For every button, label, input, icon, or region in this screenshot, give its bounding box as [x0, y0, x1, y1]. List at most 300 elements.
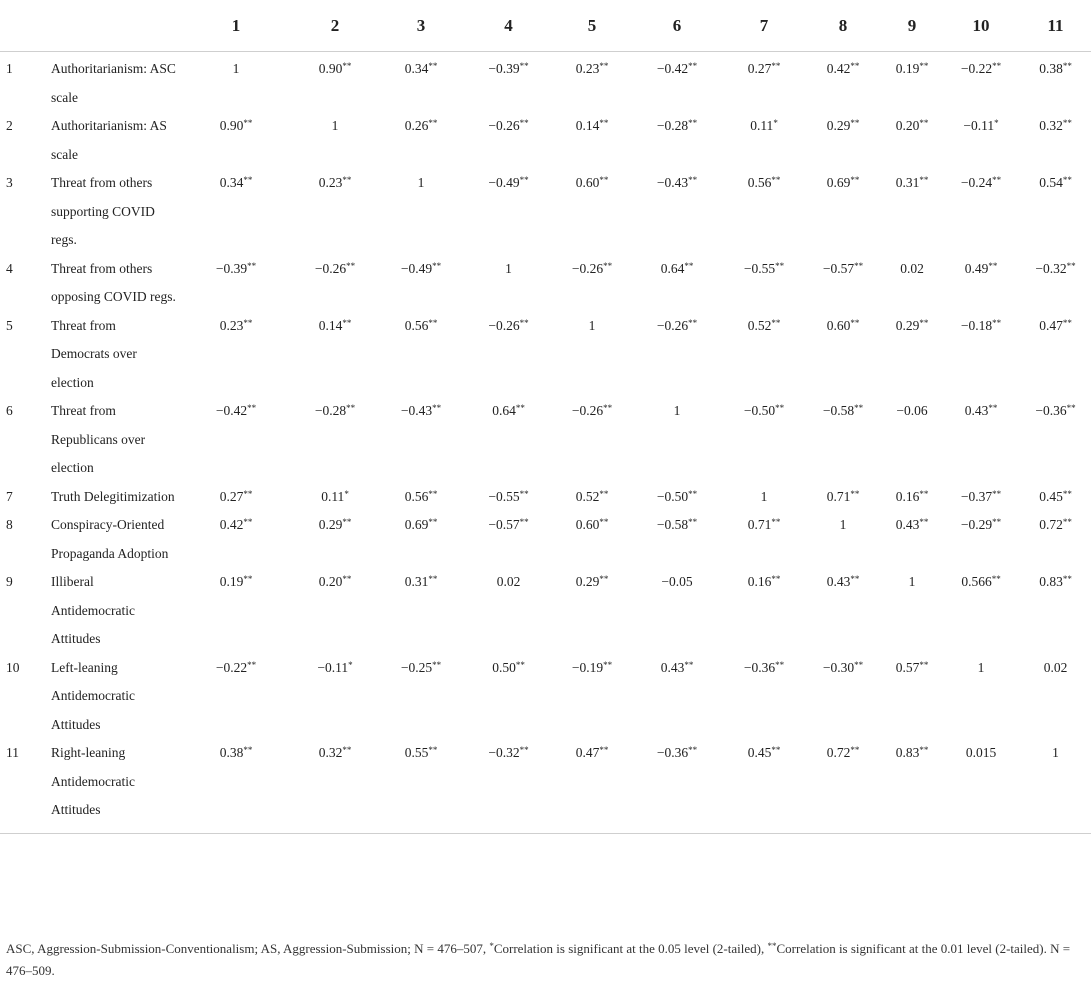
cell-value: 0.31: [404, 574, 429, 589]
cell-value: −0.49: [400, 260, 433, 276]
significance-marker: **: [688, 517, 698, 527]
cell-value: 0.27: [747, 61, 772, 76]
significance-marker: **: [519, 61, 529, 71]
column-header-3: 3: [379, 0, 463, 52]
correlation-cell: [463, 511, 554, 568]
significance-marker: **: [771, 574, 781, 584]
significance-marker: **: [346, 403, 356, 413]
significance-marker: **: [919, 118, 929, 128]
cell-value: −0.18: [960, 317, 993, 333]
correlation-cell: [724, 169, 804, 255]
row-label: Right-leaning Antidemocratic Attitudes: [51, 745, 135, 817]
correlation-cell: [630, 169, 724, 255]
cell-value: −0.43: [400, 403, 433, 418]
significance-marker: **: [850, 118, 860, 128]
cell-value: 0.56: [404, 488, 429, 504]
significance-marker: **: [599, 745, 609, 755]
correlation-cell: [804, 739, 882, 833]
correlation-cell: [181, 255, 291, 312]
cell-value: 0.60: [575, 517, 600, 532]
cell-value: 0.90: [318, 61, 343, 76]
significance-marker: **: [771, 517, 781, 527]
cell-value: 0.43: [660, 659, 685, 675]
cell-value: 1: [331, 118, 339, 133]
cell-value: 0.38: [219, 745, 244, 760]
cell-value: 0.26: [404, 118, 429, 133]
significance-marker: **: [688, 488, 698, 499]
cell-value: 0.23: [575, 61, 600, 76]
correlation-cell: [291, 169, 379, 255]
significance-marker: **: [850, 175, 860, 185]
significance-marker: **: [243, 118, 253, 128]
significance-marker: **: [771, 317, 781, 328]
correlation-cell: [942, 112, 1020, 169]
significance-marker: **: [1062, 488, 1072, 499]
correlation-cell: [181, 112, 291, 169]
significance-marker: **: [342, 61, 352, 71]
correlation-cell: [942, 312, 1020, 398]
significance-marker: **: [603, 403, 613, 413]
table-row: [0, 169, 1091, 255]
cell-value: 1: [505, 260, 512, 276]
cell-value: 1: [760, 488, 768, 504]
correlation-cell: [882, 654, 942, 740]
correlation-cell: [379, 169, 463, 255]
row-number: 8: [6, 517, 13, 532]
correlation-cell: [630, 568, 724, 654]
table-row: [0, 397, 1091, 483]
cell-value: −0.57: [822, 260, 855, 276]
row-label: Threat from Republicans over election: [51, 403, 146, 475]
cell-value: −0.32: [488, 745, 520, 760]
correlation-cell: [882, 169, 942, 255]
row-number: 7: [6, 488, 13, 504]
correlation-cell: [724, 52, 804, 113]
correlation-cell: [291, 112, 379, 169]
significance-marker: **: [1062, 317, 1072, 328]
cell-value: 0.02: [496, 574, 521, 589]
correlation-cell: [942, 654, 1020, 740]
significance-marker: **: [519, 118, 529, 128]
significance-marker: **: [603, 260, 613, 271]
cell-value: −0.36: [1035, 403, 1067, 418]
cell-value: 0.11: [321, 488, 345, 504]
significance-marker: **: [599, 118, 609, 128]
correlation-cell: [379, 52, 463, 113]
significance-marker: **: [854, 403, 864, 413]
table-row: [0, 568, 1091, 654]
significance-marker: **: [432, 403, 442, 413]
significance-marker: **: [854, 260, 864, 271]
significance-marker: **: [519, 317, 529, 328]
significance-marker: **: [1066, 403, 1076, 413]
cell-value: 0.42: [219, 517, 244, 532]
significance-marker: **: [428, 488, 438, 499]
cell-value: 0.02: [1043, 659, 1068, 675]
significance-marker: **: [684, 260, 694, 271]
cell-value: 0.02: [900, 260, 924, 276]
cell-value: 0.20: [895, 118, 920, 133]
correlation-cell: [1020, 483, 1091, 512]
cell-value: 0.43: [964, 403, 989, 418]
cell-value: −0.26: [571, 260, 604, 276]
significance-marker: **: [850, 574, 860, 584]
correlation-cell: [1020, 397, 1091, 483]
correlation-cell: [379, 397, 463, 483]
correlation-cell: [1020, 169, 1091, 255]
significance-marker: **: [1062, 574, 1072, 584]
correlation-cell: [942, 255, 1020, 312]
row-label: Conspiracy-Oriented Propaganda Adoption: [51, 517, 169, 561]
correlation-cell: [1020, 255, 1091, 312]
cell-value: 0.47: [575, 745, 600, 760]
cell-value: −0.57: [488, 517, 520, 532]
correlation-cell: [554, 483, 630, 512]
header-label: [51, 0, 181, 52]
correlation-cell: [291, 52, 379, 113]
correlation-cell: [554, 255, 630, 312]
cell-value: 0.54: [1039, 175, 1063, 190]
significance-marker: **: [854, 659, 864, 670]
table-row: [0, 112, 1091, 169]
cell-value: 0.23: [219, 317, 244, 333]
correlation-cell: [291, 397, 379, 483]
cell-value: 0.566: [961, 574, 992, 589]
correlation-cell: [291, 255, 379, 312]
cell-value: 0.14: [318, 317, 343, 333]
correlation-cell: [554, 169, 630, 255]
significance-marker: **: [247, 659, 257, 670]
significance-marker: **: [432, 659, 442, 670]
significance-marker: **: [428, 317, 438, 328]
significance-marker: **: [850, 61, 860, 71]
cell-value: −0.32: [1035, 260, 1067, 276]
cell-value: 0.45: [747, 745, 772, 760]
significance-marker: **: [688, 61, 698, 71]
row-number: 5: [6, 317, 13, 333]
cell-value: −0.26: [571, 403, 604, 418]
correlation-cell: [724, 397, 804, 483]
significance-marker: **: [515, 403, 525, 413]
correlation-cell: [463, 255, 554, 312]
cell-value: −0.30: [822, 659, 855, 675]
correlation-cell: [882, 483, 942, 512]
row-label: Authoritarianism: ASC scale: [51, 61, 176, 105]
significance-marker: **: [519, 517, 529, 527]
significance-marker: **: [919, 517, 929, 527]
cell-value: 0.11: [750, 118, 774, 133]
table-footnote: [6, 938, 1086, 982]
cell-value: 0.32: [318, 745, 343, 760]
correlation-cell: [804, 169, 882, 255]
correlation-cell: [463, 739, 554, 833]
column-header-2: 2: [291, 0, 379, 52]
correlation-cell: [554, 112, 630, 169]
significance-marker: **: [243, 317, 253, 328]
cell-value: −0.25: [400, 659, 433, 675]
correlation-cell: [630, 654, 724, 740]
correlation-cell: [181, 52, 291, 113]
cell-value: −0.36: [743, 659, 776, 675]
cell-value: 0.50: [492, 659, 516, 675]
cell-value: 0.16: [895, 488, 920, 504]
significance-marker: **: [599, 61, 609, 71]
cell-value: 0.56: [747, 175, 772, 190]
significance-marker: **: [771, 745, 781, 755]
table-row: [0, 52, 1091, 113]
correlation-cell: [181, 312, 291, 398]
correlation-cell: [942, 568, 1020, 654]
significance-marker: **: [850, 317, 860, 328]
cell-value: 0.69: [404, 517, 429, 532]
correlation-cell: [882, 739, 942, 833]
cell-value: 0.42: [826, 61, 851, 76]
significance-marker: **: [599, 488, 609, 499]
significance-marker: **: [515, 659, 525, 670]
significance-marker: **: [919, 659, 929, 670]
significance-marker: **: [519, 745, 529, 755]
correlation-cell: [724, 312, 804, 398]
cell-value: −0.39: [215, 260, 248, 276]
cell-value: −0.26: [488, 118, 520, 133]
column-header-8: 8: [804, 0, 882, 52]
cell-value: 1: [908, 574, 916, 589]
correlation-cell: [181, 483, 291, 512]
significance-marker: **: [428, 61, 438, 71]
significance-marker: **: [342, 317, 352, 328]
significance-marker: **: [428, 745, 438, 755]
significance-marker: **: [992, 517, 1002, 527]
significance-marker: **: [428, 118, 438, 128]
correlation-cell: [463, 312, 554, 398]
cell-value: −0.43: [656, 175, 689, 190]
significance-marker: **: [603, 659, 613, 670]
correlation-cell: [804, 397, 882, 483]
cell-value: 0.83: [895, 745, 920, 760]
cell-value: 0.64: [660, 260, 685, 276]
cell-value: 0.43: [895, 517, 920, 532]
significance-marker: **: [243, 745, 253, 755]
significance-marker: **: [428, 517, 438, 527]
correlation-cell: [1020, 568, 1091, 654]
column-header-1: 1: [181, 0, 291, 52]
cell-value: 0.83: [1039, 574, 1063, 589]
correlation-cell: [942, 739, 1020, 833]
correlation-cell: [463, 654, 554, 740]
correlation-cell: [630, 483, 724, 512]
correlation-cell: [882, 397, 942, 483]
correlation-cell: [724, 255, 804, 312]
table-row: [0, 654, 1091, 740]
correlation-cell: [1020, 739, 1091, 833]
cell-value: 1: [1052, 745, 1059, 760]
row-number: 3: [6, 175, 13, 190]
significance-marker: **: [428, 574, 438, 584]
cell-value: −0.42: [215, 403, 248, 418]
cell-value: 0.29: [826, 118, 851, 133]
correlation-cell: [882, 52, 942, 113]
correlation-cell: [554, 568, 630, 654]
correlation-cell: [291, 312, 379, 398]
cell-value: 0.69: [826, 175, 851, 190]
cell-value: 0.38: [1039, 61, 1063, 76]
correlation-cell: [630, 397, 724, 483]
significance-marker: *: [994, 118, 999, 128]
significance-marker: **: [599, 517, 609, 527]
correlation-cell: [463, 52, 554, 113]
correlation-cell: [724, 483, 804, 512]
significance-marker: *: [773, 118, 778, 128]
column-header-5: 5: [554, 0, 630, 52]
significance-marker: **: [1066, 260, 1076, 271]
correlation-cell: [181, 397, 291, 483]
correlation-cell: [291, 654, 379, 740]
cell-value: −0.55: [488, 488, 520, 504]
significance-marker: **: [850, 488, 860, 499]
significance-marker: **: [243, 574, 253, 584]
correlation-cell: [379, 483, 463, 512]
cell-value: −0.39: [488, 61, 520, 76]
significance-marker: **: [775, 659, 785, 670]
correlation-cell: [804, 52, 882, 113]
correlation-cell: [379, 654, 463, 740]
correlation-cell: [463, 568, 554, 654]
row-number: 1: [6, 61, 13, 76]
row-number: 2: [6, 118, 13, 133]
significance-marker: **: [346, 260, 356, 271]
cell-value: 1: [232, 61, 240, 76]
correlation-cell: [554, 397, 630, 483]
cell-value: 0.64: [492, 403, 516, 418]
correlation-cell: [804, 312, 882, 398]
correlation-cell: [463, 397, 554, 483]
correlation-cell: [379, 312, 463, 398]
column-header-4: 4: [463, 0, 554, 52]
footnote-text-1: ASC, Aggression-Submission-Conventionalism; AS, Aggression-Submission; N = 476–507,: [6, 941, 490, 956]
significance-marker: **: [342, 745, 352, 755]
table-row: [0, 255, 1091, 312]
significance-marker: **: [992, 488, 1002, 499]
correlation-cell: [630, 112, 724, 169]
cell-value: 0.34: [219, 175, 244, 190]
significance-marker: **: [1062, 175, 1072, 185]
correlation-cell: [942, 511, 1020, 568]
significance-marker: **: [688, 317, 698, 328]
cell-value: 0.015: [965, 745, 997, 760]
cell-value: 0.29: [895, 317, 920, 333]
cell-value: 0.19: [219, 574, 244, 589]
cell-value: 0.14: [575, 118, 600, 133]
cell-value: 0.47: [1039, 317, 1063, 333]
correlation-cell: [942, 169, 1020, 255]
cell-value: 1: [977, 659, 985, 675]
correlation-cell: [942, 483, 1020, 512]
cell-value: −0.26: [656, 317, 689, 333]
row-label: Truth Delegitimization: [51, 488, 175, 504]
correlation-cell: [1020, 654, 1091, 740]
significance-marker: **: [1062, 118, 1072, 128]
cell-value: 0.60: [826, 317, 851, 333]
row-number: 10: [6, 659, 20, 675]
footnote-sig-marker-1: *: [489, 941, 494, 951]
correlation-cell: [882, 112, 942, 169]
correlation-cell: [291, 568, 379, 654]
correlation-cell: [554, 52, 630, 113]
correlation-cell: [1020, 112, 1091, 169]
footnote-sig-marker-2: **: [767, 941, 777, 951]
correlation-cell: [724, 568, 804, 654]
cell-value: 0.43: [826, 574, 851, 589]
correlation-cell: [804, 255, 882, 312]
row-number: 4: [6, 260, 13, 276]
footnote-text-2: Correlation is significant at the 0.05 level (2-tailed),: [493, 941, 768, 956]
cell-value: −0.24: [960, 175, 993, 190]
cell-value: 0.19: [895, 61, 920, 76]
cell-value: 1: [417, 175, 425, 190]
correlation-cell: [630, 511, 724, 568]
significance-marker: **: [688, 118, 698, 128]
correlation-cell: [942, 397, 1020, 483]
correlation-cell: [804, 568, 882, 654]
significance-marker: **: [342, 175, 352, 185]
cell-value: 0.32: [1039, 118, 1063, 133]
significance-marker: **: [992, 61, 1002, 71]
cell-value: 1: [839, 517, 847, 532]
correlation-cell: [379, 511, 463, 568]
row-number: 11: [6, 745, 19, 760]
significance-marker: **: [243, 517, 253, 527]
cell-value: 0.29: [575, 574, 600, 589]
significance-marker: **: [1062, 61, 1072, 71]
cell-value: −0.22: [215, 659, 248, 675]
row-label: Illiberal Antidemocratic Attitudes: [51, 574, 135, 646]
header-row: [0, 0, 1091, 52]
significance-marker: **: [919, 175, 929, 185]
correlation-cell: [181, 511, 291, 568]
row-label: Authoritarianism: AS scale: [51, 118, 167, 162]
column-header-7: 7: [724, 0, 804, 52]
row-label: Threat from others opposing COVID regs.: [51, 260, 176, 304]
significance-marker: *: [348, 659, 353, 670]
correlation-cell: [804, 112, 882, 169]
significance-marker: **: [247, 260, 257, 271]
row-label: Left-leaning Antidemocratic Attitudes: [51, 659, 135, 732]
cell-value: −0.37: [960, 488, 993, 504]
cell-value: −0.55: [743, 260, 776, 276]
cell-value: −0.58: [656, 517, 689, 532]
correlation-cell: [724, 511, 804, 568]
cell-value: 1: [673, 403, 681, 418]
cell-value: −0.05: [661, 574, 693, 589]
correlation-cell: [181, 739, 291, 833]
cell-value: 0.57: [895, 659, 920, 675]
significance-marker: **: [684, 659, 694, 670]
cell-value: 0.60: [575, 175, 600, 190]
significance-marker: **: [342, 574, 352, 584]
correlation-cell: [379, 739, 463, 833]
correlation-cell: [291, 483, 379, 512]
correlation-cell: [181, 568, 291, 654]
significance-marker: **: [775, 403, 785, 413]
cell-value: −0.06: [896, 403, 928, 418]
cell-value: −0.50: [656, 488, 689, 504]
significance-marker: **: [519, 488, 529, 499]
correlation-cell: [554, 654, 630, 740]
cell-value: 0.52: [575, 488, 600, 504]
cell-value: −0.28: [314, 403, 347, 418]
significance-marker: **: [247, 403, 257, 413]
correlation-cell: [463, 112, 554, 169]
